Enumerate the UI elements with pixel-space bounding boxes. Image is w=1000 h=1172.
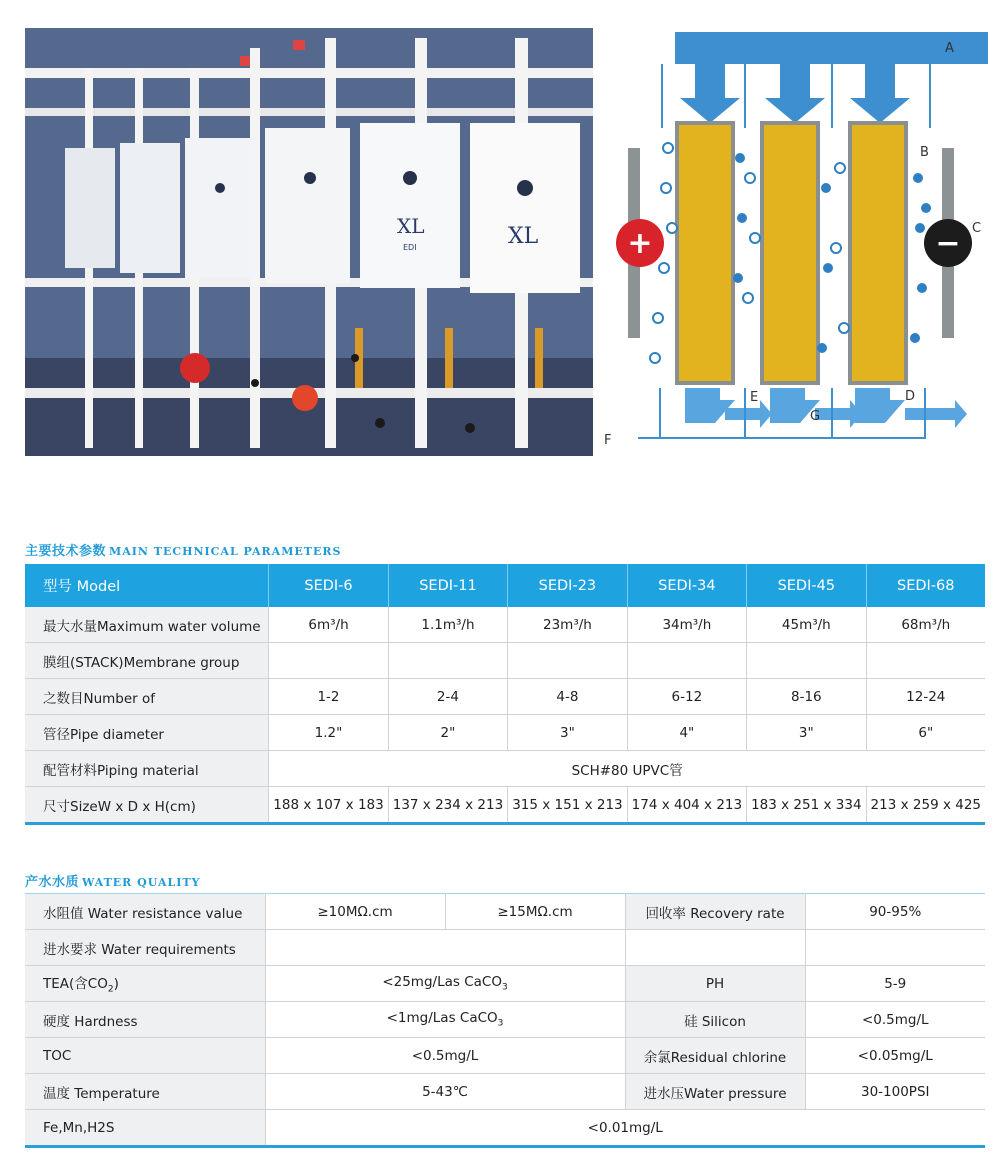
toc-label: TOC bbox=[25, 1038, 265, 1074]
pressure-label: 进水压Water pressure bbox=[625, 1074, 805, 1110]
minus-symbol: − bbox=[935, 226, 961, 261]
label-d: D bbox=[905, 389, 916, 404]
row-label: 尺寸SizeW x D x H(cm) bbox=[25, 787, 269, 824]
toc-value: <0.5mg/L bbox=[265, 1038, 625, 1074]
row-label: 之数目Number of bbox=[25, 679, 269, 715]
cell: 8-16 bbox=[747, 679, 866, 715]
cell: 137 x 234 x 213 bbox=[388, 787, 507, 824]
ph-label: PH bbox=[625, 966, 805, 1002]
params-heading-cn: 主要技术参数 bbox=[25, 544, 107, 559]
cell: 188 x 107 x 183 bbox=[269, 787, 388, 824]
table-row bbox=[25, 1110, 985, 1147]
label-e: E bbox=[750, 390, 759, 405]
cell: 6-12 bbox=[627, 679, 746, 715]
cell: 34m³/h bbox=[627, 607, 746, 643]
header-sedi-6: SEDI-6 bbox=[269, 564, 388, 607]
plus-symbol: + bbox=[627, 226, 653, 261]
table-row bbox=[25, 715, 985, 751]
label-b: B bbox=[920, 145, 929, 160]
cell: 12-24 bbox=[866, 679, 985, 715]
label-g: G bbox=[810, 409, 821, 424]
row-label: 配管材料Piping material bbox=[25, 751, 269, 787]
table-row bbox=[25, 607, 985, 643]
row-label: 膜组(STACK)Membrane group bbox=[25, 643, 269, 679]
table-row bbox=[25, 643, 985, 679]
params-heading-en: MAIN TECHNICAL PARAMETERS bbox=[109, 545, 342, 558]
quality-heading-en: WATER QUALITY bbox=[82, 876, 201, 889]
table-row bbox=[25, 930, 985, 966]
silicon-value: <0.5mg/L bbox=[805, 1002, 985, 1038]
header-sedi-45: SEDI-45 bbox=[747, 564, 866, 607]
header-model: 型号 Model bbox=[25, 564, 269, 607]
header-sedi-34: SEDI-34 bbox=[627, 564, 746, 607]
chlorine-value: <0.05mg/L bbox=[805, 1038, 985, 1074]
cell: 1-2 bbox=[269, 679, 388, 715]
label-a: A bbox=[945, 41, 954, 56]
cell: 2" bbox=[388, 715, 507, 751]
cell: 4" bbox=[627, 715, 746, 751]
edi-panel-sub-label: EDI bbox=[403, 243, 417, 252]
row-label: 最大水量Maximum water volume bbox=[25, 607, 269, 643]
table-row bbox=[25, 894, 985, 930]
cell bbox=[508, 643, 627, 679]
tea-value: <25mg/Las CaCO$_3$ bbox=[265, 966, 625, 1002]
cell: 174 x 404 x 213 bbox=[627, 787, 746, 824]
cell: 1.2" bbox=[269, 715, 388, 751]
table-row bbox=[25, 1038, 985, 1074]
header-sedi-11: SEDI-11 bbox=[388, 564, 507, 607]
cell bbox=[269, 643, 388, 679]
cell: 4-8 bbox=[508, 679, 627, 715]
cell: 23m³/h bbox=[508, 607, 627, 643]
temperature-label: 温度 Temperature bbox=[25, 1074, 265, 1110]
piping-material-value: SCH#80 UPVC管 bbox=[269, 751, 985, 787]
chlorine-label: 余氯Residual chlorine bbox=[625, 1038, 805, 1074]
metals-label: Fe,Mn,H2S bbox=[25, 1110, 265, 1147]
requirements-label: 进水要求 Water requirements bbox=[25, 930, 265, 966]
cell: 1.1m³/h bbox=[388, 607, 507, 643]
metals-value: <0.01mg/L bbox=[265, 1110, 985, 1147]
equipment-illustration bbox=[25, 28, 593, 456]
ph-value: 5-9 bbox=[805, 966, 985, 1002]
header-sedi-23: SEDI-23 bbox=[508, 564, 627, 607]
resistance-value-1: ≥10MΩ.cm bbox=[265, 894, 445, 930]
label-c: C bbox=[972, 221, 982, 236]
cell: 68m³/h bbox=[866, 607, 985, 643]
cell bbox=[805, 930, 985, 966]
cell: 315 x 151 x 213 bbox=[508, 787, 627, 824]
edi-principle-diagram bbox=[600, 28, 988, 456]
cell: 45m³/h bbox=[747, 607, 866, 643]
recovery-value: 90-95% bbox=[805, 894, 985, 930]
temperature-value: 5-43℃ bbox=[265, 1074, 625, 1110]
pressure-value: 30-100PSI bbox=[805, 1074, 985, 1110]
row-label: 管径Pipe diameter bbox=[25, 715, 269, 751]
params-table bbox=[25, 564, 985, 825]
resistance-value-2: ≥15MΩ.cm bbox=[445, 894, 625, 930]
cell bbox=[627, 643, 746, 679]
silicon-label: 硅 Silicon bbox=[625, 1002, 805, 1038]
hardness-value: <1mg/Las CaCO$_3$ bbox=[265, 1002, 625, 1038]
edi-principle-svg bbox=[600, 28, 988, 456]
cell: 6m³/h bbox=[269, 607, 388, 643]
xl-panel-label-1: XL bbox=[397, 214, 425, 238]
table-row bbox=[25, 787, 985, 824]
cell bbox=[265, 930, 625, 966]
quality-table bbox=[25, 893, 985, 1148]
table-row bbox=[25, 1002, 985, 1038]
cell: 2-4 bbox=[388, 679, 507, 715]
cell bbox=[747, 643, 866, 679]
cell bbox=[625, 930, 805, 966]
header-sedi-68: SEDI-68 bbox=[866, 564, 985, 607]
resistance-label: 水阻值 Water resistance value bbox=[25, 894, 265, 930]
table-row bbox=[25, 966, 985, 1002]
edi-equipment-photo bbox=[25, 28, 593, 456]
table-row bbox=[25, 679, 985, 715]
quality-heading-cn: 产水水质 bbox=[25, 875, 80, 890]
params-heading bbox=[25, 540, 341, 559]
tea-label: TEA(含$CO_2$) bbox=[25, 966, 265, 1002]
xl-panel-label-2: XL bbox=[508, 224, 539, 249]
hardness-label: 硬度 Hardness bbox=[25, 1002, 265, 1038]
cell: 213 x 259 x 425 bbox=[866, 787, 985, 824]
cell: 183 x 251 x 334 bbox=[747, 787, 866, 824]
quality-heading bbox=[25, 871, 200, 890]
table-row bbox=[25, 1074, 985, 1110]
recovery-label: 回收率 Recovery rate bbox=[625, 894, 805, 930]
cell bbox=[388, 643, 507, 679]
params-header-row bbox=[25, 564, 985, 607]
cell: 3" bbox=[508, 715, 627, 751]
cell bbox=[866, 643, 985, 679]
cell: 6" bbox=[866, 715, 985, 751]
table-row bbox=[25, 751, 985, 787]
cell: 3" bbox=[747, 715, 866, 751]
label-f: F bbox=[604, 433, 612, 448]
